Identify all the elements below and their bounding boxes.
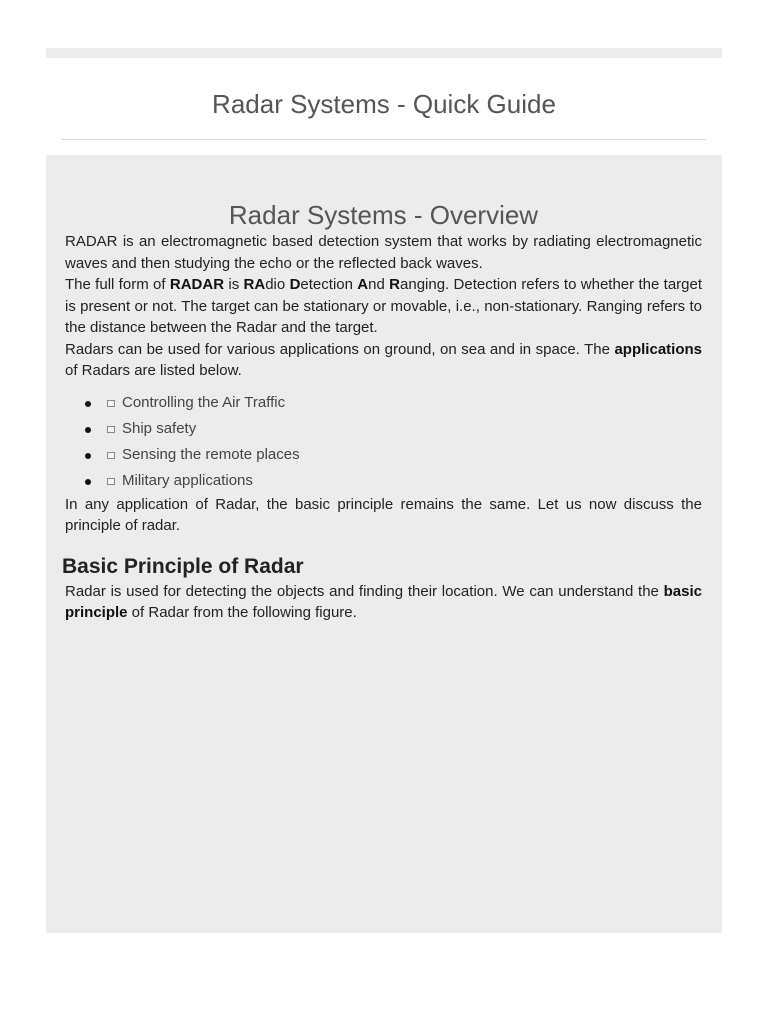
- bold-run: D: [289, 276, 301, 293]
- checkbox-glyph-icon: [107, 400, 115, 407]
- bullet-icon: [85, 427, 91, 433]
- checkbox-glyph-icon: [107, 478, 115, 485]
- text-run: Radar is used for detecting the objects and finding their location. We can understand the: [65, 582, 664, 600]
- bullet-icon: [85, 479, 91, 485]
- text-run: etection: [300, 276, 358, 293]
- bold-run: RADAR: [169, 276, 225, 293]
- text-run: Radars can be used for various applications on ground, on sea and in space. The: [65, 340, 615, 358]
- title-card: [46, 58, 722, 155]
- title-divider: [61, 139, 706, 140]
- list-item-label: Military applications: [122, 471, 253, 489]
- document-title: Radar Systems - Quick Guide: [212, 89, 556, 119]
- bold-run: A: [357, 276, 369, 293]
- principle-heading: Basic Principle of Radar: [62, 554, 304, 578]
- checkbox-glyph-icon: [107, 452, 115, 459]
- applications-list: [65, 390, 702, 494]
- intro-paragraph: RADAR is an electromagnetic based detection system that works by radiating electromagnetic waves and then studying the echo or the reflected back waves.: [65, 233, 702, 272]
- checkbox-glyph-icon: [107, 426, 115, 433]
- list-item: [65, 416, 702, 442]
- bullet-icon: [85, 401, 91, 407]
- overview-heading: Radar Systems - Overview: [228, 200, 539, 230]
- text-run: anging. Detection refers to whether the target is present or not. The target can be stationary or movable, i.e., non-stationary. Ranging refers to the distance between the Radar and the target.: [65, 276, 703, 336]
- list-item: [65, 442, 702, 468]
- list-item-label: Controlling the Air Traffic: [122, 393, 286, 411]
- list-item-label: Sensing the remote places: [122, 445, 300, 463]
- full-form-paragraph: [65, 274, 702, 339]
- text-run: is: [224, 276, 244, 293]
- list-item: [65, 468, 702, 494]
- text-run: nd: [368, 276, 390, 293]
- bullet-icon: [85, 453, 91, 459]
- bold-run: R: [389, 276, 401, 293]
- list-item-label: Ship safety: [122, 419, 197, 437]
- bold-run: applications: [614, 340, 702, 358]
- document-page: [46, 48, 722, 933]
- text-run: The full form of: [65, 276, 170, 293]
- applications-paragraph: [65, 339, 702, 382]
- text-run: dio: [265, 276, 290, 293]
- content-section: [62, 155, 703, 624]
- bold-run: RA: [243, 276, 266, 293]
- principle-paragraph: [65, 581, 702, 624]
- principle-intro-paragraph: In any application of Radar, the basic principle remains the same. Let us now discuss the principle of radar.: [65, 495, 702, 534]
- bold-run: basic principle: [65, 582, 702, 621]
- text-run: of Radars are listed below.: [65, 362, 242, 379]
- text-run: of Radar from the following figure.: [127, 604, 357, 621]
- page-top-strip: [46, 48, 722, 58]
- list-item: [65, 390, 702, 416]
